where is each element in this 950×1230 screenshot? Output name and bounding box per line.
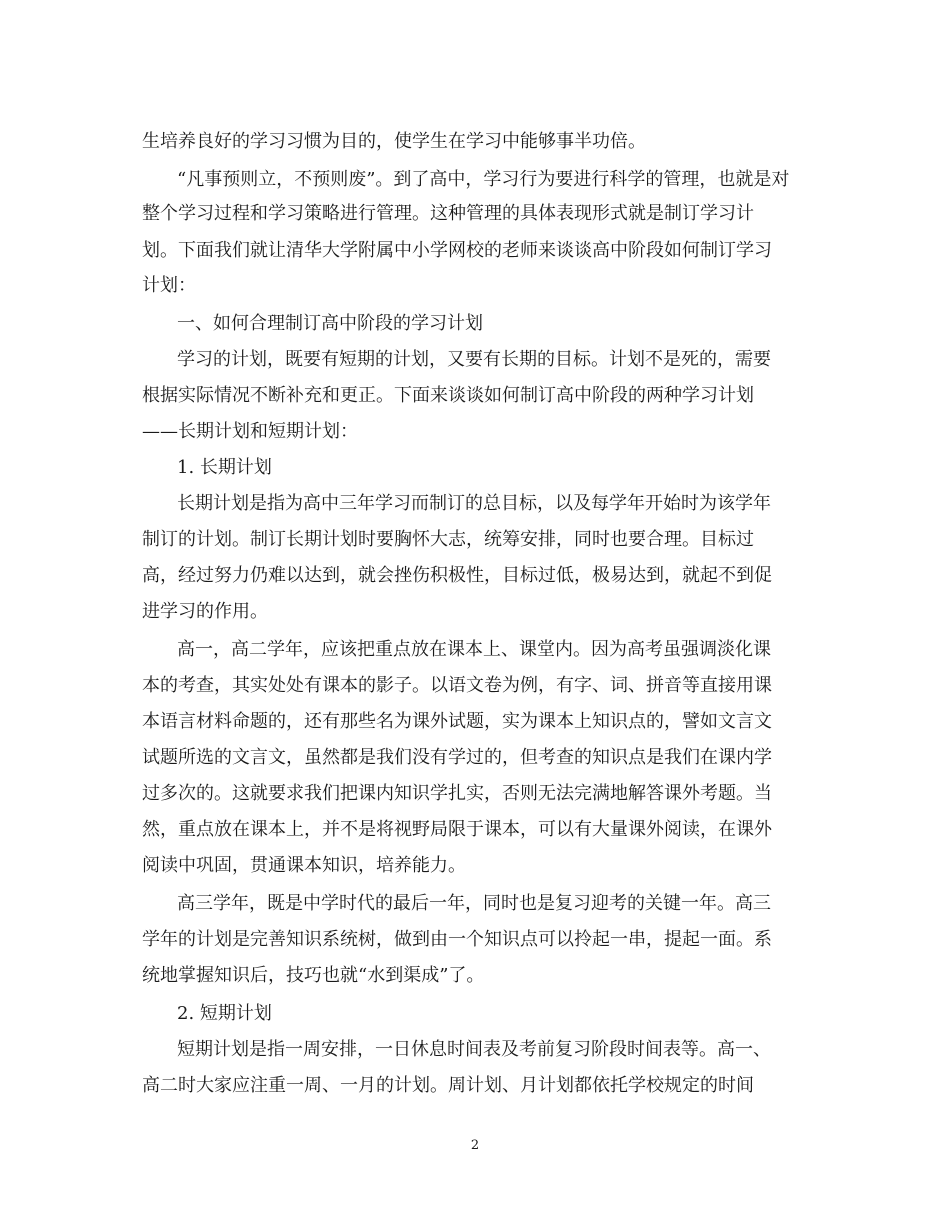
text-line: 高二时大家应注重一周、一月的计划。周计划、月计划都依托学校规定的时间 [142,1075,754,1096]
text-line: 统地掌握知识后，技巧也就“水到渠成”了。 [142,965,485,986]
text-line: 长期计划是指为高中三年学习而制订的总目标，以及每学年开始时为该学年 [177,493,771,514]
section-heading: 一、如何合理制订高中阶段的学习计划 [177,313,483,334]
text-line: 高三学年，既是中学时代的最后一年，同时也是复习迎考的关键一年。高三 [177,893,771,914]
text-line: “凡事预则立，不预则废”。到了高中，学习行为要进行科学的管理，也就是对 [177,169,790,190]
text-line: 学习的计划，既要有短期的计划，又要有长期的目标。计划不是死的，需要 [177,349,771,370]
text-line: 整个学习过程和学习策略进行管理。这种管理的具体表现形式就是制订学习计 [142,203,754,224]
text-line: 试题所选的文言文，虽然都是我们没有学过的，但考查的知识点是我们在课内学 [142,747,772,768]
text-line: 高一，高二学年，应该把重点放在课本上、课堂内。因为高考虽强调淡化课 [177,639,771,660]
text-line: 学年的计划是完善知识系统树，做到由一个知识点可以拎起一串，提起一面。系 [142,929,772,950]
page-number: 2 [470,1138,480,1153]
text-line: 短期计划是指一周安排，一日休息时间表及考前复习阶段时间表等。高一、 [177,1039,771,1060]
text-line: ——长期计划和短期计划： [142,421,358,442]
text-line: 过多次的。这就要求我们把课内知识学扎实，否则无法完满地解答课外考题。当 [142,783,772,804]
text-line: 根据实际情况不断补充和更正。下面来谈谈如何制订高中阶段的两种学习计划 [142,385,754,406]
text-line: 进学习的作用。 [142,601,268,622]
text-line: 高，经过努力仍难以达到，就会挫伤积极性，目标过低，极易达到，就起不到促 [142,565,772,586]
text-line: 本语言材料命题的，还有那些名为课外试题，实为课本上知识点的，譬如文言文 [142,711,772,732]
subsection-heading: 2. 短期计划 [177,1003,272,1024]
text-line: 生培养良好的学习习惯为目的，使学生在学习中能够事半功倍。 [142,131,646,152]
text-line: 本的考查，其实处处有课本的影子。以语文卷为例，有字、词、拼音等直接用课 [142,675,772,696]
subsection-heading: 1. 长期计划 [177,457,272,478]
text-line: 然，重点放在课本上，并不是将视野局限于课本，可以有大量课外阅读，在课外 [142,819,772,840]
text-line: 计划： [142,275,196,296]
text-line: 阅读中巩固，贯通课本知识，培养能力。 [142,855,466,876]
text-line: 制订的计划。制订长期计划时要胸怀大志，统筹安排，同时也要合理。目标过 [142,529,754,550]
text-line: 划。下面我们就让清华大学附属中小学网校的老师来谈谈高中阶段如何制订学习 [142,240,772,261]
